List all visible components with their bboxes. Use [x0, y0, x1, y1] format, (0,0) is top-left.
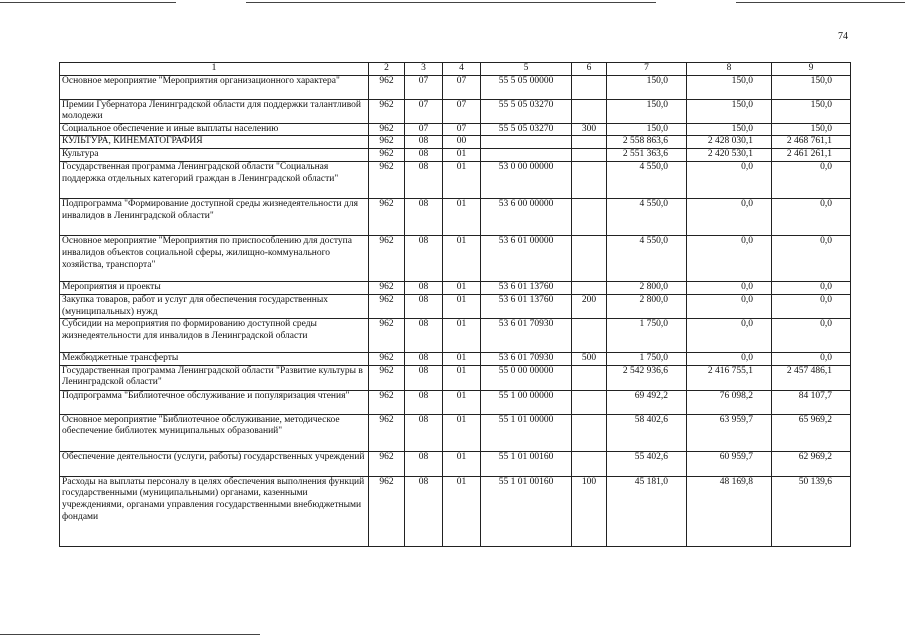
row-amount-col9: 84 107,7	[772, 390, 851, 414]
top-rule-left	[0, 2, 176, 3]
row-section: 07	[405, 75, 443, 99]
row-subsection: 01	[443, 294, 481, 318]
row-subsection: 07	[443, 123, 481, 136]
row-subsection: 01	[443, 162, 481, 199]
page-number: 74	[838, 31, 848, 42]
row-section: 07	[405, 123, 443, 136]
table-row	[60, 99, 851, 123]
row-amount-col8: 0,0	[687, 236, 772, 282]
column-number-6: 6	[572, 63, 607, 76]
row-gov-code: 962	[369, 294, 405, 318]
row-amount-col9: 150,0	[772, 99, 851, 123]
row-subsection: 01	[443, 282, 481, 295]
row-subsection: 01	[443, 390, 481, 414]
row-name: Культура	[60, 149, 369, 162]
row-gov-code: 962	[369, 162, 405, 199]
row-amount-col7: 69 492,2	[607, 390, 687, 414]
column-number-3: 3	[405, 63, 443, 76]
table-row	[60, 162, 851, 199]
table-row	[60, 236, 851, 282]
row-amount-col9: 50 139,6	[772, 476, 851, 546]
row-target-article	[481, 149, 572, 162]
row-amount-col7: 58 402,6	[607, 414, 687, 451]
row-name: Государственная программа Ленинградской области "Развитие культуры в Ленинградской области"	[60, 365, 369, 390]
table-row	[60, 390, 851, 414]
row-subsection: 01	[443, 236, 481, 282]
row-gov-code: 962	[369, 390, 405, 414]
row-target-article: 55 0 00 00000	[481, 365, 572, 390]
row-name: КУЛЬТУРА, КИНЕМАТОГРАФИЯ	[60, 136, 369, 149]
row-amount-col7: 150,0	[607, 99, 687, 123]
row-name: Премии Губернатора Ленинградской области для поддержки талантливой молодежи	[60, 99, 369, 123]
row-amount-col7: 4 550,0	[607, 236, 687, 282]
row-amount-col7: 2 542 936,6	[607, 365, 687, 390]
column-number-8: 8	[687, 63, 772, 76]
table-row	[60, 123, 851, 136]
row-gov-code: 962	[369, 123, 405, 136]
row-subsection: 01	[443, 353, 481, 366]
row-section: 08	[405, 319, 443, 353]
row-expense-type	[572, 451, 607, 476]
row-gov-code: 962	[369, 99, 405, 123]
row-name: Мероприятия и проекты	[60, 282, 369, 295]
row-gov-code: 962	[369, 319, 405, 353]
row-amount-col8: 150,0	[687, 99, 772, 123]
row-target-article: 55 1 01 00160	[481, 476, 572, 546]
row-gov-code: 962	[369, 149, 405, 162]
row-name: Государственная программа Ленинградской области "Социальная поддержка отдельных категорий граждан в Ленинградской области"	[60, 162, 369, 199]
row-name: Обеспечение деятельности (услуги, работы) государственных учреждений	[60, 451, 369, 476]
table-row	[60, 319, 851, 353]
row-section: 08	[405, 451, 443, 476]
column-number-2: 2	[369, 63, 405, 76]
row-section: 08	[405, 199, 443, 236]
row-section: 08	[405, 282, 443, 295]
row-section: 08	[405, 236, 443, 282]
row-target-article: 53 0 00 00000	[481, 162, 572, 199]
row-section: 08	[405, 390, 443, 414]
row-target-article: 53 6 00 00000	[481, 199, 572, 236]
row-expense-type: 200	[572, 294, 607, 318]
row-subsection: 01	[443, 319, 481, 353]
row-subsection: 07	[443, 75, 481, 99]
row-amount-col7: 150,0	[607, 75, 687, 99]
row-expense-type: 500	[572, 353, 607, 366]
row-amount-col7: 2 800,0	[607, 282, 687, 295]
row-amount-col8: 0,0	[687, 199, 772, 236]
row-amount-col8: 0,0	[687, 162, 772, 199]
row-amount-col8: 2 420 530,1	[687, 149, 772, 162]
row-section: 08	[405, 149, 443, 162]
row-section: 08	[405, 476, 443, 546]
row-amount-col7: 55 402,6	[607, 451, 687, 476]
table-row	[60, 414, 851, 451]
row-expense-type	[572, 99, 607, 123]
row-expense-type	[572, 414, 607, 451]
row-target-article	[481, 136, 572, 149]
row-name: Субсидии на мероприятия по формированию доступной среды жизнедеятельности для инвалидов в Ленинградской области	[60, 319, 369, 353]
row-name: Социальное обеспечение и иные выплаты населению	[60, 123, 369, 136]
row-section: 08	[405, 414, 443, 451]
budget-table	[59, 62, 851, 547]
row-gov-code: 962	[369, 282, 405, 295]
row-name: Основное мероприятие "Мероприятия организационного характера"	[60, 75, 369, 99]
table-row	[60, 282, 851, 295]
row-amount-col9: 0,0	[772, 162, 851, 199]
row-amount-col9: 0,0	[772, 236, 851, 282]
row-amount-col8: 76 098,2	[687, 390, 772, 414]
row-gov-code: 962	[369, 75, 405, 99]
row-section: 08	[405, 294, 443, 318]
row-expense-type	[572, 75, 607, 99]
row-subsection: 01	[443, 451, 481, 476]
table-row	[60, 353, 851, 366]
row-subsection: 01	[443, 365, 481, 390]
row-gov-code: 962	[369, 236, 405, 282]
row-gov-code: 962	[369, 353, 405, 366]
row-subsection: 01	[443, 476, 481, 546]
row-amount-col9: 2 468 761,1	[772, 136, 851, 149]
row-expense-type	[572, 199, 607, 236]
row-gov-code: 962	[369, 451, 405, 476]
column-number-row	[60, 63, 851, 76]
row-expense-type	[572, 390, 607, 414]
row-amount-col8: 0,0	[687, 353, 772, 366]
row-expense-type	[572, 319, 607, 353]
row-target-article: 55 5 05 00000	[481, 75, 572, 99]
row-name: Основное мероприятие "Мероприятия по приспособлению для доступа инвалидов объектов социальной сферы, жилищно-коммунального хозяйства, транспорта"	[60, 236, 369, 282]
row-amount-col9: 0,0	[772, 319, 851, 353]
row-gov-code: 962	[369, 199, 405, 236]
row-expense-type: 100	[572, 476, 607, 546]
row-name: Расходы на выплаты персоналу в целях обеспечения выполнения функций государственными (муниципальными) органами, казенными учреждениями, органами управления государственными внебюджетными фондами	[60, 476, 369, 546]
row-amount-col7: 150,0	[607, 123, 687, 136]
row-amount-col7: 2 558 863,6	[607, 136, 687, 149]
column-number-5: 5	[481, 63, 572, 76]
row-target-article: 55 5 05 03270	[481, 99, 572, 123]
row-name: Подпрограмма "Библиотечное обслуживание и популяризация чтения"	[60, 390, 369, 414]
table-body	[60, 63, 851, 547]
row-amount-col8: 0,0	[687, 294, 772, 318]
row-gov-code: 962	[369, 476, 405, 546]
row-target-article: 53 6 01 00000	[481, 236, 572, 282]
row-amount-col8: 150,0	[687, 123, 772, 136]
row-subsection: 01	[443, 414, 481, 451]
row-amount-col9: 2 461 261,1	[772, 149, 851, 162]
row-expense-type: 300	[572, 123, 607, 136]
row-expense-type	[572, 149, 607, 162]
row-expense-type	[572, 236, 607, 282]
row-amount-col8: 2 428 030,1	[687, 136, 772, 149]
row-amount-col8: 48 169,8	[687, 476, 772, 546]
row-amount-col8: 63 959,7	[687, 414, 772, 451]
table-row	[60, 149, 851, 162]
row-name: Межбюджетные трансферты	[60, 353, 369, 366]
row-section: 08	[405, 162, 443, 199]
row-subsection: 00	[443, 136, 481, 149]
row-subsection: 07	[443, 99, 481, 123]
top-rule-center	[246, 2, 656, 3]
column-number-9: 9	[772, 63, 851, 76]
row-expense-type	[572, 282, 607, 295]
row-expense-type	[572, 136, 607, 149]
row-amount-col9: 65 969,2	[772, 414, 851, 451]
row-amount-col9: 0,0	[772, 294, 851, 318]
table-row	[60, 75, 851, 99]
row-amount-col7: 4 550,0	[607, 199, 687, 236]
row-amount-col7: 4 550,0	[607, 162, 687, 199]
row-amount-col9: 0,0	[772, 199, 851, 236]
top-rule-right	[736, 2, 905, 3]
row-target-article: 55 1 01 00160	[481, 451, 572, 476]
row-name: Подпрограмма "Формирование доступной среды жизнедеятельности для инвалидов в Ленинградской области"	[60, 199, 369, 236]
row-amount-col9: 2 457 486,1	[772, 365, 851, 390]
row-name: Основное мероприятие "Библиотечное обслуживание, методическое обеспечение библиотек муниципальных образований"	[60, 414, 369, 451]
row-target-article: 55 1 00 00000	[481, 390, 572, 414]
row-amount-col8: 0,0	[687, 319, 772, 353]
row-amount-col7: 2 800,0	[607, 294, 687, 318]
row-target-article: 53 6 01 70930	[481, 353, 572, 366]
row-amount-col7: 1 750,0	[607, 319, 687, 353]
table-row	[60, 451, 851, 476]
row-amount-col8: 150,0	[687, 75, 772, 99]
row-amount-col8: 60 959,7	[687, 451, 772, 476]
row-amount-col9: 0,0	[772, 282, 851, 295]
row-gov-code: 962	[369, 136, 405, 149]
table-row	[60, 136, 851, 149]
row-expense-type	[572, 365, 607, 390]
row-amount-col9: 0,0	[772, 353, 851, 366]
row-amount-col7: 45 181,0	[607, 476, 687, 546]
row-target-article: 53 6 01 13760	[481, 294, 572, 318]
row-gov-code: 962	[369, 365, 405, 390]
column-number-7: 7	[607, 63, 687, 76]
row-amount-col9: 150,0	[772, 75, 851, 99]
row-subsection: 01	[443, 199, 481, 236]
row-target-article: 53 6 01 13760	[481, 282, 572, 295]
column-number-4: 4	[443, 63, 481, 76]
table-row	[60, 199, 851, 236]
table-row	[60, 476, 851, 546]
row-section: 07	[405, 99, 443, 123]
row-target-article: 53 6 01 70930	[481, 319, 572, 353]
row-section: 08	[405, 365, 443, 390]
row-amount-col8: 2 416 755,1	[687, 365, 772, 390]
row-target-article: 55 1 01 00000	[481, 414, 572, 451]
row-name: Закупка товаров, работ и услуг для обеспечения государственных (муниципальных) нужд	[60, 294, 369, 318]
row-section: 08	[405, 353, 443, 366]
column-number-1: 1	[60, 63, 369, 76]
row-expense-type	[572, 162, 607, 199]
row-gov-code: 962	[369, 414, 405, 451]
row-subsection: 01	[443, 149, 481, 162]
row-amount-col9: 150,0	[772, 123, 851, 136]
row-section: 08	[405, 136, 443, 149]
bottom-rule	[0, 634, 260, 635]
row-amount-col9: 62 969,2	[772, 451, 851, 476]
row-amount-col7: 1 750,0	[607, 353, 687, 366]
row-target-article: 55 5 05 03270	[481, 123, 572, 136]
table-row	[60, 365, 851, 390]
row-amount-col8: 0,0	[687, 282, 772, 295]
table-row	[60, 294, 851, 318]
row-amount-col7: 2 551 363,6	[607, 149, 687, 162]
